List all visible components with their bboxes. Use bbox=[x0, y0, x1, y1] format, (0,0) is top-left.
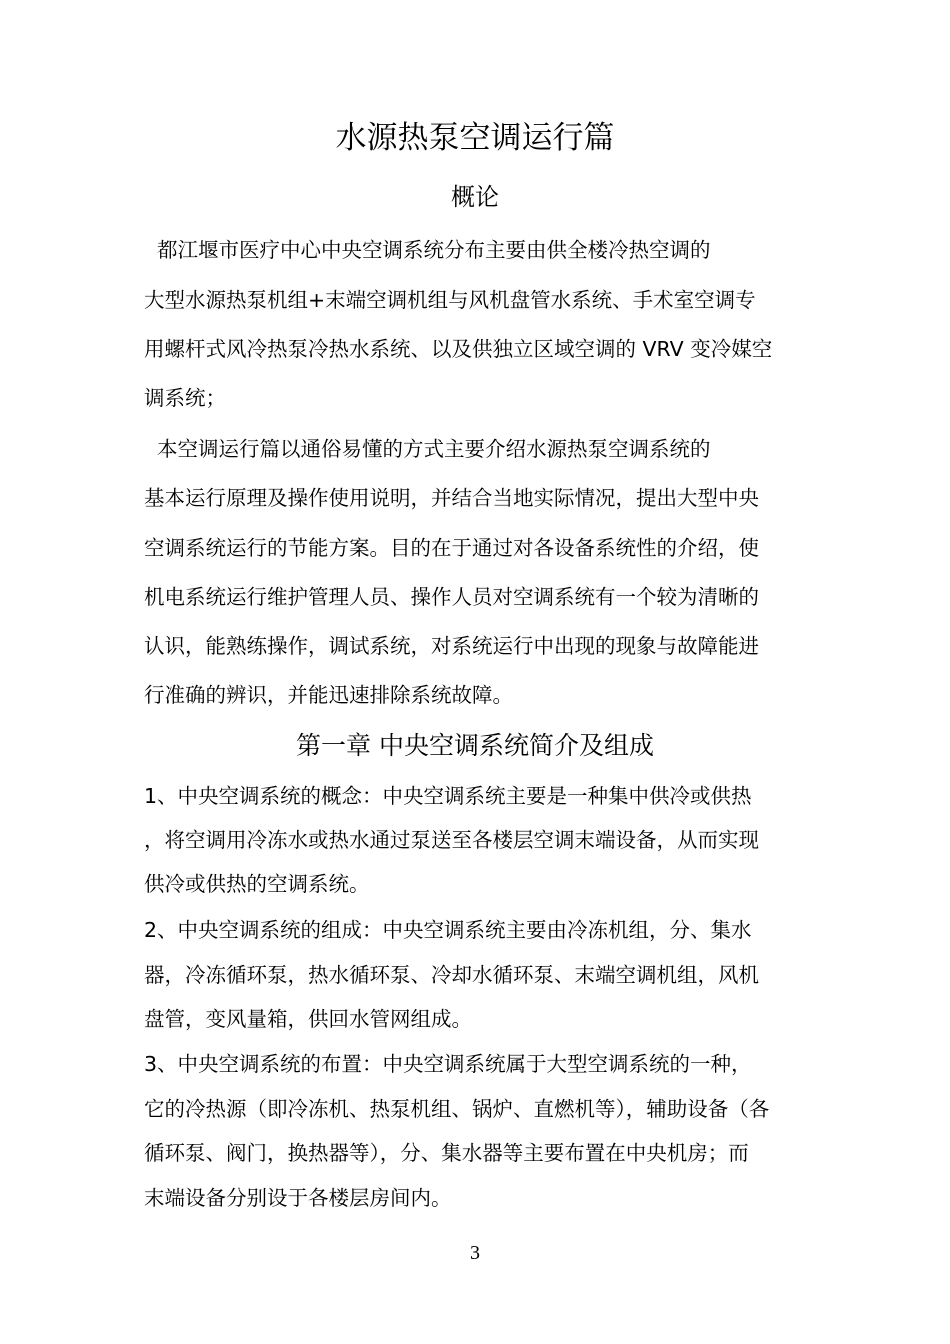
document-title: 水源热泵空调运行篇 bbox=[335, 120, 615, 156]
intro-p2-line: 行准确的辨识，并能迅速排除系统故障。 bbox=[144, 683, 513, 707]
section-1-line: 1、中央空调系统的概念：中央空调系统主要是一种集中供冷或供热 bbox=[144, 784, 752, 808]
section-2-line: 2、中央空调系统的组成：中央空调系统主要由冷冻机组，分、集水 bbox=[144, 918, 752, 942]
section-3-line: 循环泵、阀门，换热器等），分、集水器等主要布置在中央机房；而 bbox=[144, 1141, 749, 1165]
page-number: 3 bbox=[470, 1242, 480, 1264]
intro-p1-line: 用螺杆式风冷热泵冷热水系统、以及供独立区域空调的 VRV 变冷媒空 bbox=[144, 337, 773, 361]
intro-p2-line: 机电系统运行维护管理人员、操作人员对空调系统有一个较为清晰的 bbox=[144, 585, 759, 609]
intro-p2-line: 认识，能熟练操作，调试系统，对系统运行中出现的现象与故障能进 bbox=[144, 634, 759, 658]
section-2-line: 盘管，变风量箱，供回水管网组成。 bbox=[144, 1007, 472, 1031]
section-2-line: 器，冷冻循环泵，热水循环泵、冷却水循环泵、末端空调机组，风机 bbox=[144, 963, 759, 987]
chapter-title: 第一章 中央空调系统简介及组成 bbox=[296, 731, 654, 760]
section-heading-overview: 概论 bbox=[451, 183, 499, 211]
section-1-line: 供冷或供热的空调系统。 bbox=[144, 872, 370, 896]
section-1-line: ，将空调用冷冻水或热水通过泵送至各楼层空调末端设备，从而实现 bbox=[144, 828, 759, 852]
intro-p1-line: 都江堰市医疗中心中央空调系统分布主要由供全楼冷热空调的 bbox=[144, 238, 711, 262]
section-3-line: 3、中央空调系统的布置：中央空调系统属于大型空调系统的一种， bbox=[144, 1052, 752, 1076]
intro-p1-line: 调系统； bbox=[144, 386, 226, 410]
intro-p2-line: 本空调运行篇以通俗易懂的方式主要介绍水源热泵空调系统的 bbox=[144, 437, 711, 461]
intro-p2-line: 基本运行原理及操作使用说明，并结合当地实际情况，提出大型中央 bbox=[144, 486, 759, 510]
intro-p1-line: 大型水源热泵机组+末端空调机组与风机盘管水系统、手术室空调专 bbox=[144, 288, 756, 312]
section-3-line: 末端设备分别设于各楼层房间内。 bbox=[144, 1186, 452, 1210]
section-3-line: 它的冷热源（即冷冻机、热泵机组、锅炉、直燃机等），辅助设备（各 bbox=[144, 1097, 770, 1121]
intro-p2-line: 空调系统运行的节能方案。目的在于通过对各设备系统性的介绍，使 bbox=[144, 536, 759, 560]
